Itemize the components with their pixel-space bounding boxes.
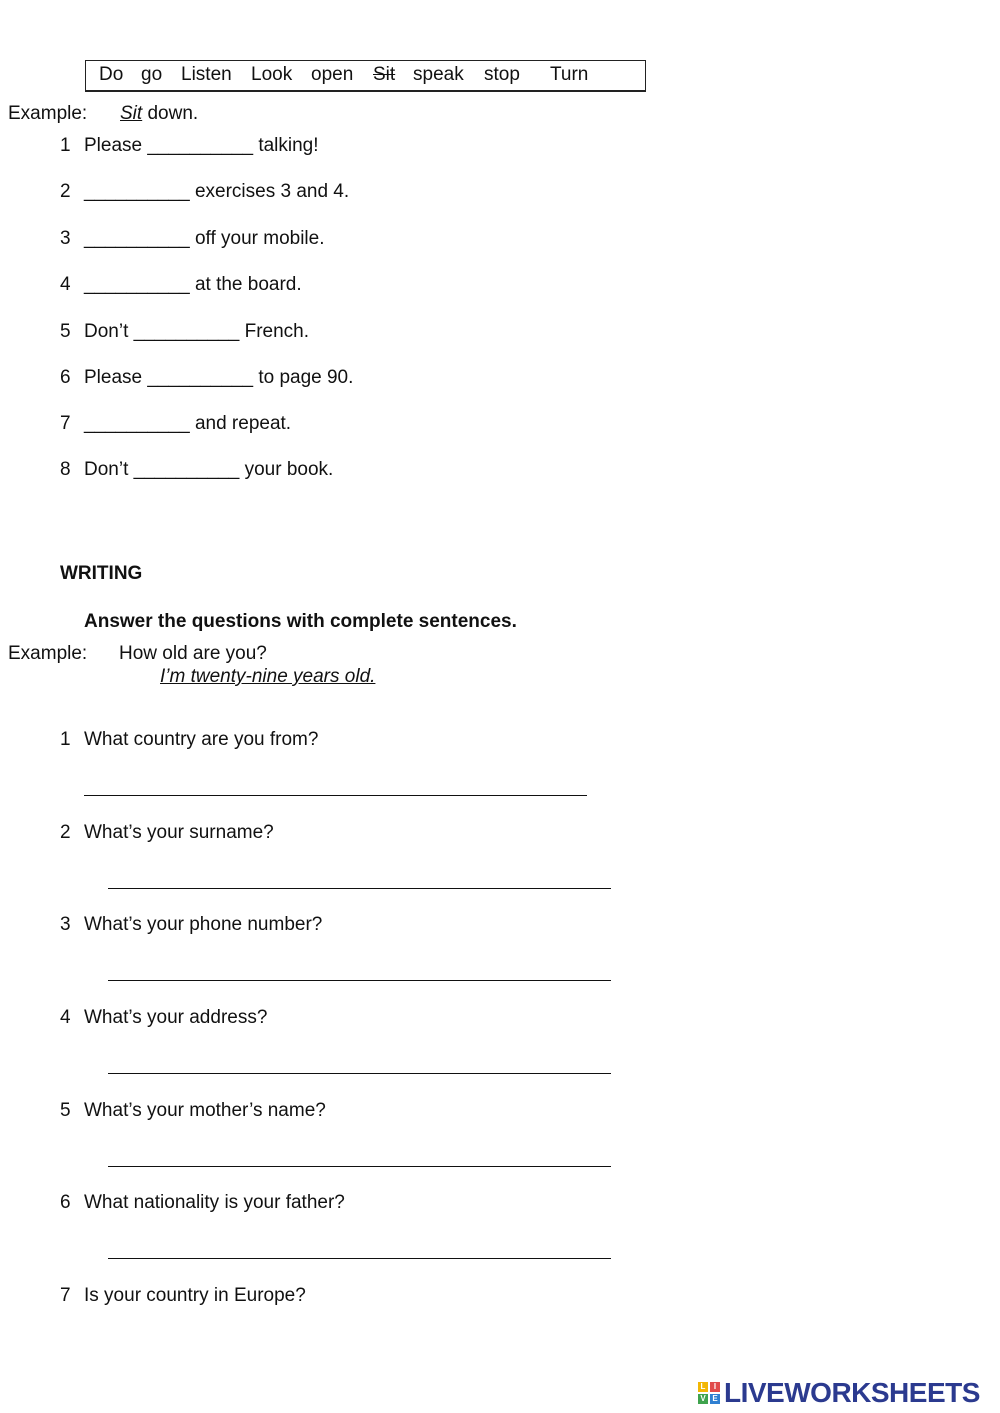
exercise-item: __________ exercises 3 and 4. bbox=[84, 181, 350, 202]
item-number: 3 bbox=[60, 228, 71, 249]
word-bank-item: Look bbox=[251, 64, 293, 85]
example-rest: down. bbox=[142, 103, 199, 124]
item-number: 1 bbox=[60, 135, 71, 156]
question-number: 5 bbox=[60, 1100, 71, 1121]
exercise-item: Don’t __________ French. bbox=[84, 321, 309, 342]
example-sentence bbox=[120, 103, 198, 125]
exercise-item: __________ off your mobile. bbox=[84, 228, 325, 249]
exercise-item: __________ at the board. bbox=[84, 274, 302, 295]
answer-line[interactable] bbox=[108, 888, 611, 889]
section-instruction: Answer the questions with complete sentences. bbox=[84, 611, 517, 632]
question-text: What’s your address? bbox=[84, 1007, 268, 1028]
logo-mark bbox=[698, 1382, 720, 1404]
logo-tile: L bbox=[698, 1382, 708, 1392]
word-bank-item: speak bbox=[413, 64, 464, 85]
item-number: 7 bbox=[60, 413, 71, 434]
question-number: 1 bbox=[60, 729, 71, 750]
item-number: 6 bbox=[60, 367, 71, 388]
example-label: Example: bbox=[8, 103, 88, 124]
answer-line[interactable] bbox=[108, 1073, 611, 1074]
question-number: 2 bbox=[60, 822, 71, 843]
word-bank-item: Do bbox=[99, 64, 124, 85]
answer-line[interactable] bbox=[108, 1258, 611, 1259]
liveworksheets-logo bbox=[698, 1378, 980, 1408]
question-text: What’s your phone number? bbox=[84, 914, 323, 935]
logo-tile: I bbox=[710, 1382, 720, 1392]
exercise-item: __________ and repeat. bbox=[84, 413, 292, 434]
item-number: 4 bbox=[60, 274, 71, 295]
answer-line[interactable] bbox=[108, 1166, 611, 1167]
exercise-item: Please __________ talking! bbox=[84, 135, 319, 156]
question-text: What’s your mother’s name? bbox=[84, 1100, 326, 1121]
question-text: Is your country in Europe? bbox=[84, 1285, 306, 1306]
example-label: Example: bbox=[8, 643, 88, 664]
word-bank-item: Turn bbox=[550, 64, 589, 85]
question-text: What country are you from? bbox=[84, 729, 319, 750]
item-number: 8 bbox=[60, 459, 71, 480]
logo-text: LIVEWORKSHEETS bbox=[724, 1377, 980, 1408]
answer-line[interactable] bbox=[84, 795, 587, 796]
example-question: How old are you? bbox=[119, 643, 267, 664]
question-text: What’s your surname? bbox=[84, 822, 274, 843]
exercise-item: Don’t __________ your book. bbox=[84, 459, 334, 480]
question-text: What nationality is your father? bbox=[84, 1192, 345, 1213]
question-number: 3 bbox=[60, 914, 71, 935]
word-bank-item: Listen bbox=[181, 64, 232, 85]
answer-line[interactable] bbox=[108, 980, 611, 981]
logo-tile: V bbox=[698, 1394, 708, 1404]
word-bank-item-used: Sit bbox=[373, 64, 396, 85]
question-number: 6 bbox=[60, 1192, 71, 1213]
item-number: 2 bbox=[60, 181, 71, 202]
item-number: 5 bbox=[60, 321, 71, 342]
word-bank-item: open bbox=[311, 64, 354, 85]
word-bank-item: stop bbox=[484, 64, 520, 85]
exercise-item: Please __________ to page 90. bbox=[84, 367, 354, 388]
logo-tile: E bbox=[710, 1394, 720, 1404]
example-answer: I’m twenty-nine years old. bbox=[160, 666, 376, 687]
question-number: 4 bbox=[60, 1007, 71, 1028]
question-number: 7 bbox=[60, 1285, 71, 1306]
example-word: Sit bbox=[120, 103, 143, 124]
word-bank-item: go bbox=[141, 64, 163, 85]
section-heading: WRITING bbox=[60, 563, 143, 584]
